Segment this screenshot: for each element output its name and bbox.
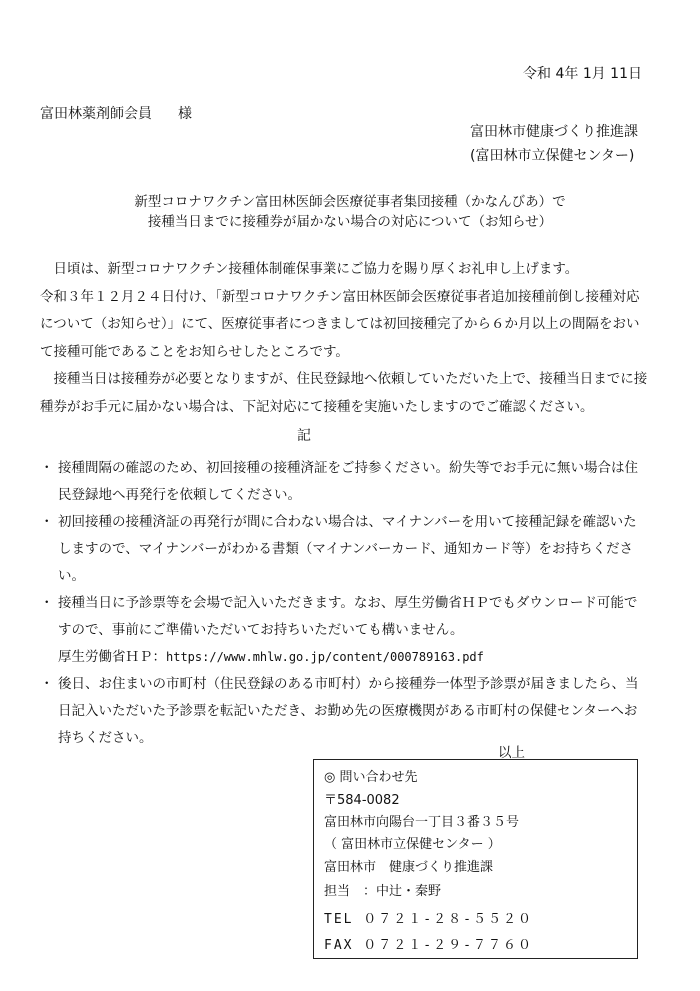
- title-line-1: 新型コロナワクチン富田林医師会医療従事者集団接種（かなんびあ）で: [134, 194, 566, 210]
- list-item-text: 接種当日に予診票等を会場で記入いただきます。なお、厚生労働省ＨＰでもダウンロード可能ですので、事前にご準備いただいてお持ちいただいても構いません。: [58, 595, 638, 638]
- list-item-text: 接種間隔の確認のため、初回接種の接種済証をご持参ください。紛失等でお手元に無い場合は住民登録地へ再発行を依頼してください。: [58, 460, 638, 503]
- contact-box: [313, 759, 638, 959]
- bullet: ・: [40, 595, 54, 611]
- body-paragraph-instructions: 接種当日は接種券が必要となりますが、住民登録地へ依頼していただいた上で、接種当日までに接種券がお手元に届かない場合は、下記対応にて接種を実施いたしますのでご確認ください。: [40, 371, 648, 415]
- closing-mark: 以上: [498, 745, 525, 761]
- document-date: 令和 4年 1月 11日: [523, 66, 642, 82]
- document-title: [0, 192, 700, 232]
- bullet: ・: [40, 514, 54, 530]
- list-item-text: 初回接種の接種済証の再発行が間に合わない場合は、マイナンバーを用いて接種記録を確認いたしますので、マイナンバーがわかる書類（マイナンバーカード、通知カード等）をお持ちください。: [58, 514, 637, 584]
- sender-department: 富田林市健康づくり推進課: [470, 124, 638, 140]
- sender: [470, 120, 638, 168]
- contact-tel: TEL ０７２１-２８-５５２０: [324, 912, 533, 927]
- sender-center: (富田林市立保健センター): [470, 148, 635, 164]
- contact-department: 富田林市 健康づくり推進課: [324, 860, 494, 875]
- list-item: [40, 590, 650, 644]
- contact-address: 富田林市向陽台一丁目３番３５号: [324, 815, 520, 830]
- contact-postal-code: 〒584-0082: [324, 793, 400, 808]
- body-paragraph-notice: 令和３年１２月２４日付け、「新型コロナワクチン富田林医師会医療従事者追加接種前倒し接種対応について（お知らせ）」にて、医療従事者につきましては初回接種完了から６か月以上の間隔をおいて接種可能であることをお知らせしたところです。: [40, 288, 640, 360]
- contact-person: 担当 ：中辻・秦野: [324, 884, 442, 899]
- list-item: [40, 509, 650, 590]
- contact-center: （ 富田林市立保健センター ）: [324, 837, 501, 852]
- hp-reference: [40, 644, 650, 671]
- list-item: [40, 455, 650, 509]
- list-item-text: 後日、お住まいの市町村（住民登録のある市町村）から接種券一体型予診票が届きましたら、当日記入いただいた予診票を転記いただき、お勤め先の医療機関がある市町村の保健センターへお持ちください。: [58, 676, 639, 746]
- notice-items: [40, 455, 650, 752]
- document-body: [40, 256, 650, 421]
- bullet: ・: [40, 676, 54, 692]
- contact-fax: FAX ０７２１-２９-７７６０: [324, 938, 533, 953]
- recipient: [40, 103, 192, 123]
- recipient-name: 富田林薬剤師会員: [40, 106, 152, 122]
- hp-label: 厚生労働省ＨＰ：: [58, 649, 166, 665]
- recipient-honorific: 様: [178, 106, 192, 122]
- body-paragraph-greeting: 日頃は、新型コロナワクチン接種体制確保事業にご協力を賜り厚くお礼申し上げます。: [53, 261, 579, 277]
- hp-url-link[interactable]: https://www.mhlw.go.jp/content/000789163.pdf: [166, 650, 484, 664]
- ki-heading: 記: [297, 428, 311, 444]
- contact-heading: ◎ 問い合わせ先: [324, 770, 418, 785]
- title-line-2: 接種当日までに接種券が届かない場合の対応について（お知らせ）: [147, 214, 553, 230]
- list-item: [40, 671, 650, 752]
- bullet: ・: [40, 460, 54, 476]
